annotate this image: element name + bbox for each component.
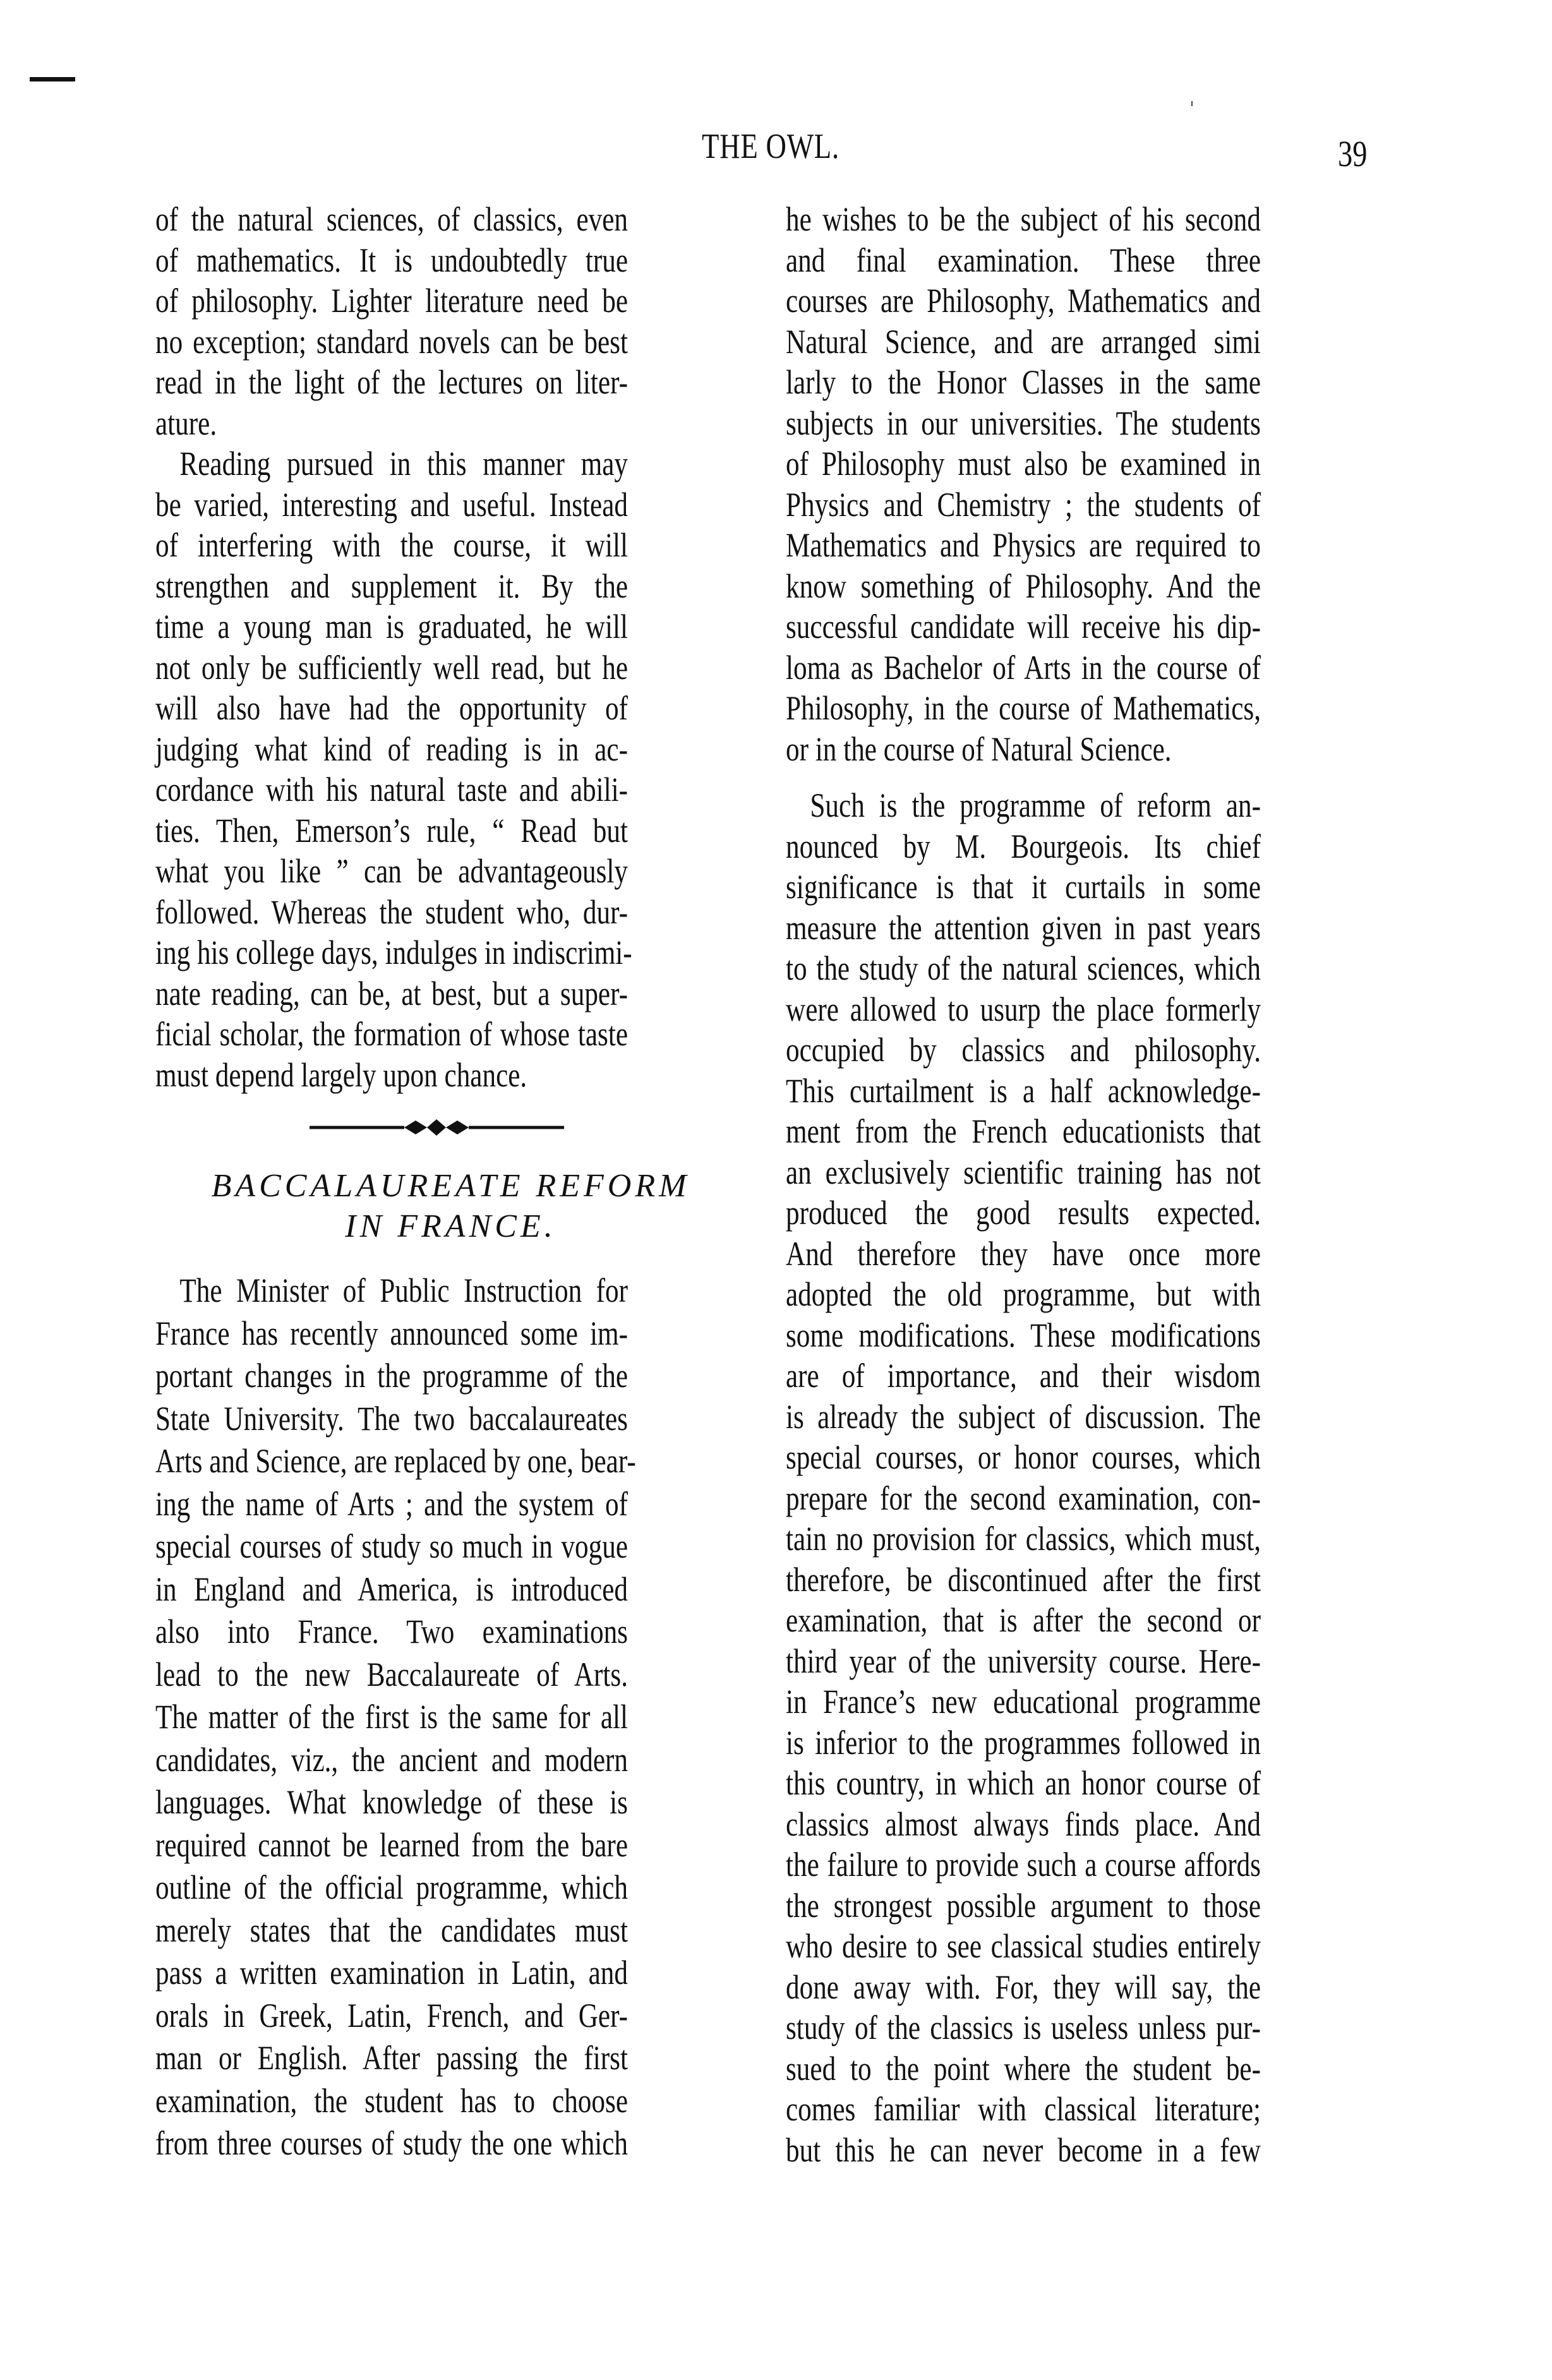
text-line-content: of interfering with the course, it will <box>155 526 628 564</box>
text-line-content: read in the light of the lectures on liter- <box>155 363 628 401</box>
text-line-content: successful candidate will receive his dip- <box>786 608 1261 646</box>
text-line <box>155 1824 746 1867</box>
text-line-content: time a young man is graduated, he will <box>155 608 628 646</box>
left-column-article <box>155 1270 746 2165</box>
paragraph <box>155 443 746 1095</box>
text-line <box>155 525 746 566</box>
text-line <box>786 1518 1380 1560</box>
text-line <box>786 280 1380 322</box>
text-line-content: ing his college days, indulges in indiscrimi- <box>155 934 632 971</box>
text-line <box>786 948 1380 989</box>
text-line-content: an exclusively scientific training has not <box>786 1153 1261 1191</box>
text-line-content: Philosophy, in the course of Mathematics, <box>786 689 1261 727</box>
text-line <box>786 1274 1380 1315</box>
text-line <box>786 1071 1380 1112</box>
text-line <box>155 1909 746 1952</box>
text-line <box>786 1804 1380 1845</box>
paragraph <box>155 199 746 443</box>
text-line <box>155 1525 746 1568</box>
text-line-content: pass a written examination in Latin, and <box>155 1954 628 1992</box>
text-line-content: ficial scholar, the formation of whose taste <box>155 1015 628 1053</box>
text-line <box>786 606 1380 647</box>
text-line-content: are of importance, and their wisdom <box>786 1357 1261 1395</box>
text-line-content: of philosophy. Lighter literature need be <box>155 282 628 320</box>
text-line-content: larly to the Honor Classes in the same <box>786 363 1261 401</box>
text-line <box>786 1397 1380 1438</box>
text-line <box>786 1478 1380 1519</box>
section-divider-ornament <box>310 1119 564 1136</box>
text-line <box>786 1844 1380 1885</box>
text-line <box>786 2007 1380 2048</box>
text-line <box>786 1763 1380 1804</box>
text-line <box>786 362 1380 403</box>
text-line <box>155 1696 746 1739</box>
text-line-content: special courses of study so much in vogue <box>155 1527 628 1565</box>
text-line <box>155 1313 746 1355</box>
text-line-content: cordance with his natural taste and abili- <box>155 771 628 808</box>
ornament-diamond <box>446 1121 469 1134</box>
text-line-content: measure the attention given in past years <box>786 908 1261 947</box>
text-line-content: must depend largely upon chance. <box>155 1055 527 1094</box>
text-line <box>786 403 1380 444</box>
text-line <box>155 892 746 933</box>
text-line <box>786 484 1380 526</box>
text-line <box>786 1722 1380 1764</box>
text-line <box>786 1152 1380 1193</box>
article-title-line-1: BACCALAUREATE REFORM <box>211 1168 690 1204</box>
text-line-content: not only be sufficiently well read, but he <box>155 648 628 687</box>
text-line-content: this country, in which an honor course of <box>786 1764 1261 1802</box>
text-line-content: France has recently announced some im- <box>155 1314 628 1352</box>
right-column <box>786 199 1380 2170</box>
text-line <box>786 443 1380 484</box>
text-line-content: Arts and Science, are replaced by one, bear- <box>155 1442 636 1480</box>
text-line-content: loma as Bachelor of Arts in the course of <box>786 648 1261 687</box>
text-line-content: of mathematics. It is undoubtedly true <box>155 241 628 279</box>
text-line <box>155 729 746 770</box>
text-line <box>155 2080 746 2123</box>
text-line-content: from three courses of study the one which <box>155 2124 628 2162</box>
text-line-content: done away with. For, they will say, the <box>786 1968 1261 2006</box>
text-line <box>155 443 746 484</box>
text-line <box>155 1055 746 1096</box>
text-line <box>786 1926 1380 1967</box>
text-line-content: significance is that it curtails in some <box>786 868 1261 906</box>
text-line-content: examination, that is after the second or <box>786 1601 1261 1639</box>
paragraph <box>155 1270 746 2165</box>
paragraph <box>786 199 1380 769</box>
text-line-content: merely states that the candidates must <box>155 1911 628 1949</box>
text-line <box>155 403 746 444</box>
text-line <box>786 1641 1380 1682</box>
text-line <box>155 1781 746 1824</box>
text-line-content: comes familiar with classical literature; <box>786 2090 1261 2128</box>
text-line-content: ment from the French educationists that <box>786 1112 1261 1150</box>
text-line-content: adopted the old programme, but with <box>786 1275 1261 1313</box>
text-line-content: strengthen and supplement it. By the <box>155 567 628 605</box>
text-line-content: in England and America, is introduced <box>155 1570 628 1608</box>
text-line <box>786 1560 1380 1601</box>
text-line <box>155 769 746 810</box>
text-line-content: study of the classics is useless unless pur- <box>786 2009 1261 2046</box>
text-line-content: or in the course of Natural Science. <box>786 730 1172 768</box>
text-line <box>786 1234 1380 1275</box>
text-line <box>786 1885 1380 1926</box>
text-line-content: what you like ” can be advantageously <box>155 852 628 890</box>
text-line <box>786 1111 1380 1152</box>
text-line <box>786 1193 1380 1234</box>
text-line <box>786 688 1380 729</box>
text-line-content: of the natural sciences, of classics, even <box>155 200 628 238</box>
text-line <box>155 2037 746 2080</box>
text-line-content: ties. Then, Emerson’s rule, “ Read but <box>155 811 628 850</box>
article-title-line-2: IN FRANCE. <box>345 1208 556 1244</box>
text-line <box>155 973 746 1014</box>
text-line-content: Natural Science, and are arranged simi <box>786 322 1261 361</box>
text-line <box>155 240 746 281</box>
text-line-content: special courses, or honor courses, which <box>786 1438 1261 1476</box>
text-line <box>155 1611 746 1654</box>
text-line-content: to the study of the natural sciences, which <box>786 949 1261 987</box>
text-line <box>786 989 1380 1030</box>
text-line-content: followed. Whereas the student who, dur- <box>155 892 628 931</box>
text-line-content: The matter of the first is the same for all <box>155 1698 628 1736</box>
text-line-content: he wishes to be the subject of his second <box>786 200 1261 238</box>
text-line <box>786 647 1380 688</box>
text-line-content: courses are Philosophy, Mathematics and <box>786 282 1261 320</box>
running-head-title: THE OWL. <box>702 127 839 166</box>
text-line-content: Physics and Chemistry ; the students of <box>786 485 1261 524</box>
text-line <box>786 240 1380 281</box>
text-line-content: man or English. After passing the first <box>155 2039 628 2077</box>
text-line-content: subjects in our universities. The students <box>786 404 1261 442</box>
text-line <box>786 826 1380 867</box>
text-line <box>786 729 1380 770</box>
left-column-top <box>155 199 746 1095</box>
text-line <box>155 932 746 973</box>
text-line-content: were allowed to usurp the place formerly <box>786 990 1261 1028</box>
text-line-content: prepare for the second examination, con- <box>786 1479 1261 1517</box>
scan-margin-mark <box>30 77 75 81</box>
text-line <box>786 566 1380 607</box>
text-line-content: lead to the new Baccalaureate of Arts. <box>155 1655 628 1693</box>
text-line <box>786 1681 1380 1722</box>
text-line-content: tain no provision for classics, which must, <box>786 1520 1261 1558</box>
text-line-content: know something of Philosophy. And the <box>786 567 1261 605</box>
text-line-content: is already the subject of discussion. The <box>786 1397 1261 1436</box>
text-line-content: ing the name of Arts ; and the system of <box>155 1484 628 1523</box>
text-line-content: classics almost always finds place. And <box>786 1805 1261 1843</box>
text-line-content: and final examination. These three <box>786 241 1261 279</box>
text-line <box>155 484 746 526</box>
text-line <box>155 606 746 647</box>
text-line <box>155 199 746 240</box>
text-line-content: This curtailment is a half acknowledge- <box>786 1071 1261 1110</box>
text-line <box>155 688 746 729</box>
text-line-content: is inferior to the programmes followed in <box>786 1723 1261 1762</box>
text-line-content: but this he can never become in a few <box>786 2131 1261 2169</box>
text-line <box>155 1952 746 1995</box>
text-line-content: sued to the point where the student be- <box>786 2049 1261 2088</box>
text-line-content: candidates, viz., the ancient and modern <box>155 1740 628 1779</box>
text-line-content: Reading pursued in this manner may <box>179 445 628 483</box>
text-line <box>155 1270 746 1313</box>
text-line <box>155 322 746 363</box>
text-line-content: the strongest possible argument to those <box>786 1886 1261 1925</box>
paragraph <box>786 785 1380 2170</box>
paragraph-gap <box>786 769 1380 785</box>
ornament-diamond <box>404 1121 427 1134</box>
text-line-content: also into France. Two examinations <box>155 1613 628 1650</box>
text-line-content: examination, the student has to choose <box>155 2081 628 2120</box>
text-line <box>786 1355 1380 1397</box>
text-line <box>786 1967 1380 2008</box>
text-line <box>155 1014 746 1055</box>
text-line <box>786 2130 1380 2171</box>
text-line-content: orals in Greek, Latin, French, and Ger- <box>155 1996 628 2034</box>
text-line <box>155 1995 746 2038</box>
text-line <box>786 1437 1380 1478</box>
text-line <box>155 851 746 892</box>
text-line <box>155 2122 746 2165</box>
text-line-content: The Minister of Public Instruction for <box>179 1271 628 1309</box>
text-line-content: in France’s new educational programme <box>786 1683 1261 1721</box>
text-line <box>155 566 746 607</box>
text-line <box>786 2089 1380 2130</box>
text-line <box>155 362 746 403</box>
text-line-content: required cannot be learned from the bare <box>155 1825 628 1864</box>
text-line-content: produced the good results expected. <box>786 1194 1261 1232</box>
text-line-content: third year of the university course. Here- <box>786 1642 1261 1680</box>
text-line-content: outline of the official programme, which <box>155 1868 628 1906</box>
text-line <box>155 1568 746 1611</box>
text-line <box>786 1315 1380 1356</box>
text-line-content: nounced by M. Bourgeois. Its chief <box>786 827 1261 865</box>
text-line-content: judging what kind of reading is in ac- <box>155 730 628 768</box>
text-line <box>786 867 1380 908</box>
text-line-content: therefore, be discontinued after the first <box>786 1560 1261 1599</box>
text-line-content: nate reading, can be, at best, but a super- <box>155 974 628 1013</box>
text-line <box>155 1739 746 1782</box>
text-line <box>786 1600 1380 1641</box>
text-line <box>155 810 746 851</box>
scan-speck <box>1191 101 1193 106</box>
text-line <box>155 1866 746 1909</box>
text-line-content: no exception; standard novels can be best <box>155 322 628 361</box>
text-line-content: portant changes in the programme of the <box>155 1357 628 1395</box>
text-line <box>155 1398 746 1441</box>
page-number: 39 <box>1338 133 1368 174</box>
text-line <box>786 199 1380 240</box>
text-line <box>155 647 746 688</box>
text-line-content: ature. <box>155 404 217 442</box>
text-line-content: be varied, interesting and useful. Instead <box>155 485 628 524</box>
text-line <box>786 785 1380 826</box>
text-line <box>155 1654 746 1697</box>
text-line-content: who desire to see classical studies entirely <box>786 1927 1261 1965</box>
text-line <box>786 322 1380 363</box>
text-line <box>155 280 746 322</box>
text-line-content: occupied by classics and philosophy. <box>786 1031 1261 1069</box>
text-line-content: of Philosophy must also be examined in <box>786 445 1261 483</box>
text-line-content: Such is the programme of reform an- <box>810 786 1261 824</box>
text-line-content: languages. What knowledge of these is <box>155 1783 628 1821</box>
text-line-content: Mathematics and Physics are required to <box>786 526 1261 564</box>
text-line <box>155 1355 746 1398</box>
text-line <box>155 1440 746 1483</box>
text-line-content: some modifications. These modifications <box>786 1316 1261 1354</box>
text-line <box>155 1483 746 1526</box>
text-line-content: will also have had the opportunity of <box>155 689 628 727</box>
text-line <box>786 908 1380 949</box>
text-line <box>786 525 1380 566</box>
text-line-content: State University. The two baccalaureates <box>155 1399 628 1438</box>
text-line <box>786 1030 1380 1071</box>
ornament-diamond <box>427 1119 446 1136</box>
text-line-content: the failure to provide such a course affords <box>786 1846 1261 1884</box>
text-line-content: And therefore they have once more <box>786 1234 1261 1273</box>
text-line <box>786 2048 1380 2089</box>
